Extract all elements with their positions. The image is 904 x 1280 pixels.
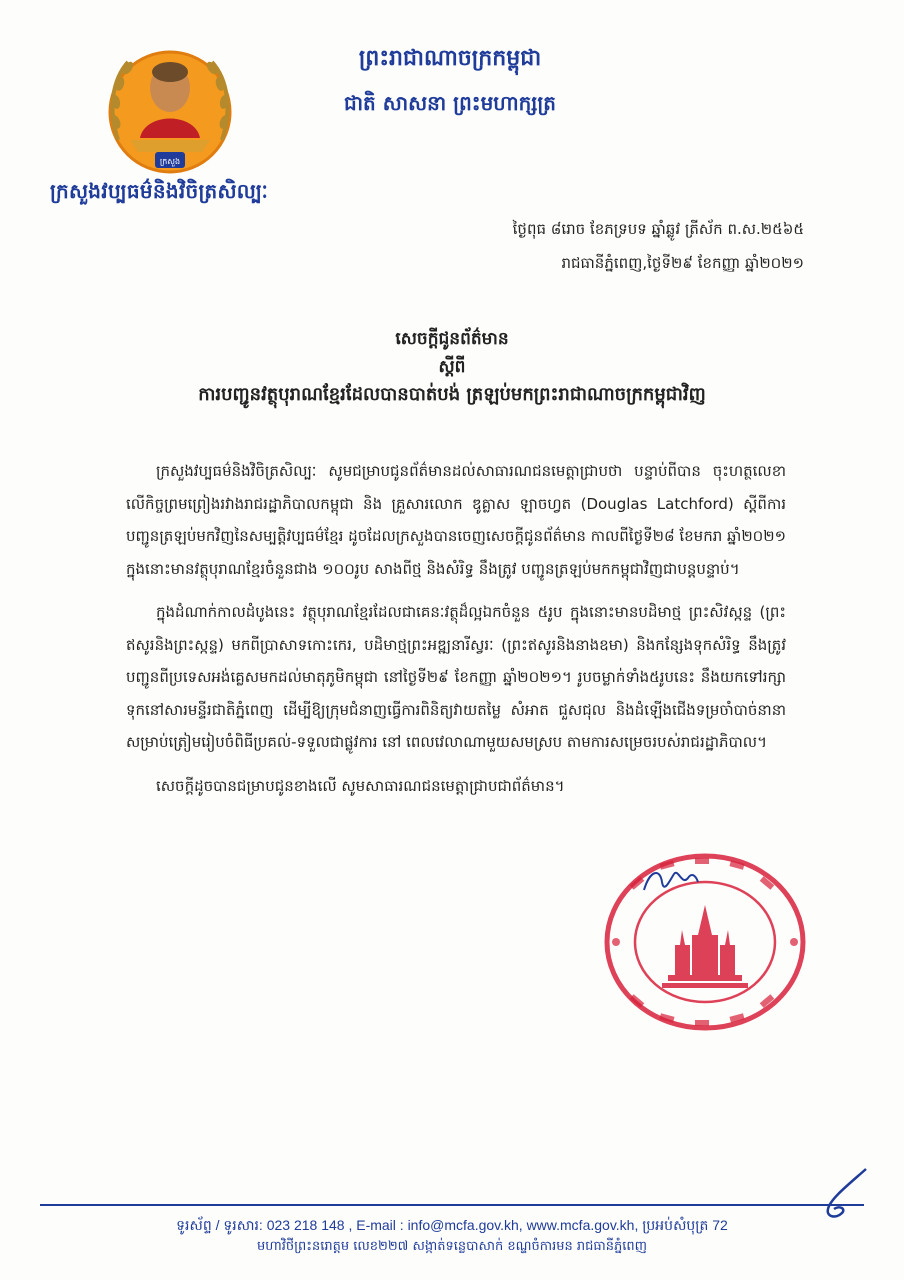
paragraph-1: ក្រសួងវប្បធម៌និងវិចិត្រសិល្បៈ សូមជម្រាបជូនព័ត៌មានដល់សាធារណជនមេត្តាជ្រាបថា បន្ទាប់ពីបាន ចុះហត្ថលេខាលើកិច្ចព្រមព្រៀងរវាងរាជរដ្ឋាភិបាលកម្ពុជា និង គ្រួសារលោក ឌូគ្លាស ឡាចហ្វត (Douglas Latchford) ស្តីពីការបញ្ជូនត្រឡប់មកវិញនៃសម្បត្តិវប្បធម៌ខ្មែរ ដូចដែលក្រសួងបានចេញសេចក្តីជូនព័ត៌មាន កាលពីថ្ងៃទី២៨ ខែមករា ឆ្នាំ២០២១ ក្នុងនោះមានវត្ថុបុរាណខ្មែរចំនួនជាង ១០០រូប សាងពីថ្ម និងសំរិទ្ធ នឹងត្រូវ បញ្ជូនត្រឡប់មកកម្ពុជាវិញជាបន្តបន្ទាប់។ — [126, 462, 786, 578]
date-block — [364, 212, 804, 280]
official-seal — [600, 850, 810, 1035]
title-line-2: ស្តីពី — [438, 357, 466, 377]
title-line-3: ការបញ្ជូនវត្ថុបុរាណខ្មែរដែលបានបាត់បង់ ត្រឡប់មកព្រះរាជាណាចក្រកម្ពុជាវិញ — [198, 384, 706, 405]
lunar-date: ថ្ងៃពុធ ៨រោច ខែភទ្របទ ឆ្នាំឆ្លូវ ត្រីស័ក ព.ស.២៥៦៥ — [512, 220, 804, 238]
kingdom-name: ព្រះរាជាណាចក្រកម្ពុជា — [358, 46, 542, 71]
emblem-caption: ក្រសួង — [159, 157, 181, 166]
solar-date: រាជធានីភ្នំពេញ,ថ្ងៃទី២៩ ខែកញ្ញា ឆ្នាំ២០២១ — [561, 254, 804, 272]
footer-divider — [40, 1204, 864, 1206]
paragraph-2: ក្នុងដំណាក់កាលដំបូងនេះ វត្ថុបុរាណខ្មែរដែលជាគេនៈវត្ថុដ៏ល្អឯកចំនួន ៥រូប ក្នុងនោះមានបដិមាថ្ម ព្រះសិវស្កន្ទ (ព្រះឥសូរនិងព្រះស្កន្ទ) មកពីប្រាសាទកោះកេរ, បដិមាថ្មព្រះអឌ្ឍនារីស្វរៈ (ព្រះឥសូរនិងនាងឧមា) និងកន្សែងទុកសំរិទ្ធ នឹងត្រូវបញ្ជូនពីប្រទេសអង់គ្លេសមកដល់មាតុភូមិកម្ពុជា នៅថ្ងៃទី២៩ ខែកញ្ញា ឆ្នាំ២០២១។ រូបចម្លាក់ទាំង៥រូបនេះ នឹងយកទៅរក្សាទុកនៅសារមន្ទីរជាតិភ្នំពេញ ដើម្បីឱ្យក្រុមជំនាញធ្វើការពិនិត្យវាយតម្លៃ សំអាត ជួសជុល និងដំឡើងជើងទម្រចាំបាច់នានា សម្រាប់ត្រៀមរៀបចំពិធីប្រគល់-ទទួលជាផ្លូវការ នៅ ពេលវេលាណាមួយសមស្រប តាមការសម្រេចរបស់រាជរដ្ឋាភិបាល។ — [126, 603, 786, 751]
ministry-name: ក្រសួងវប្បធម៌និងវិចិត្រសិល្បៈ — [50, 179, 269, 203]
footer-address-line: មហាវិថីព្រះនរោត្តម លេខ២២៧ សង្កាត់ទន្លេបាសាក់ ខណ្ឌចំការមន រាជធានីភ្នំពេញ — [256, 1239, 648, 1254]
kingdom-header — [300, 44, 600, 120]
ministry-emblem-logo — [100, 40, 240, 185]
national-motto: ជាតិ សាសនា ព្រះមហាក្សត្រ — [344, 91, 556, 115]
document-title — [70, 325, 834, 409]
signature-mark — [640, 860, 700, 900]
document-body — [126, 455, 786, 813]
footer-contact-line: ទូរស័ព្ទ / ទូរសារ: 023 218 148 , E-mail : info@mcfa.gov.kh, www.mcfa.gov.kh, ប្រអប់សំបុត្រ 72 — [176, 1217, 728, 1233]
footer-contact — [40, 1214, 864, 1258]
paragraph-3: សេចក្តីដូចបានជម្រាបជូនខាងលើ សូមសាធារណជនមេត្តាជ្រាបជាព័ត៌មាន។ — [156, 776, 565, 795]
title-line-1: សេចក្តីជូនព័ត៌មាន — [395, 329, 509, 349]
